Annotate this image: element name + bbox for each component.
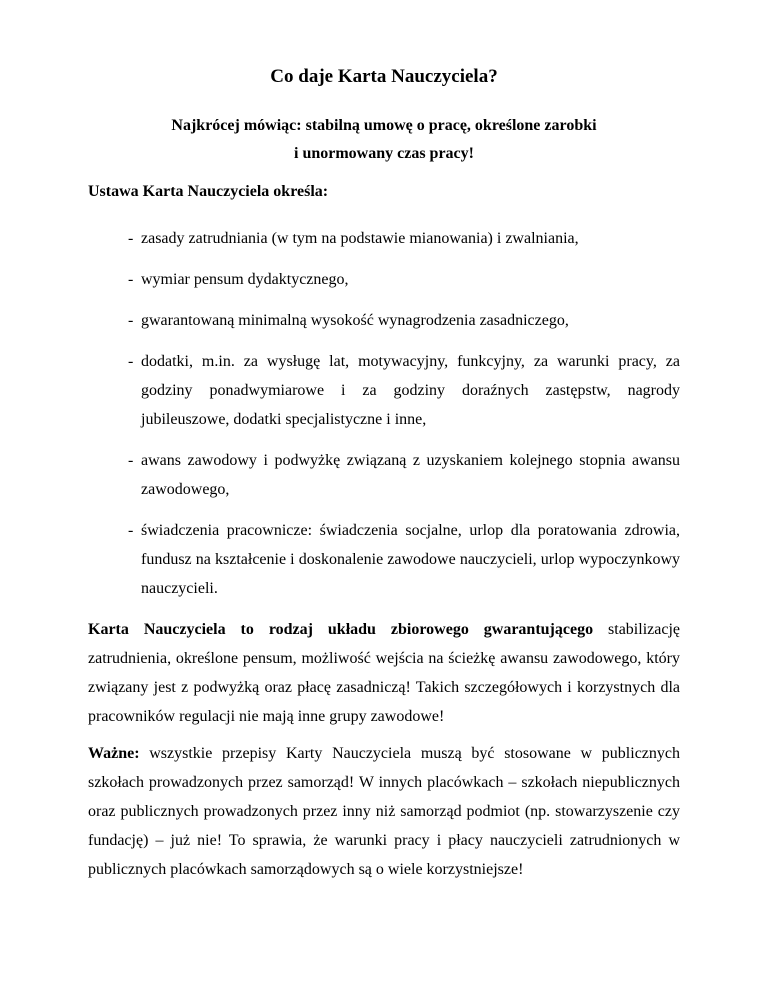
list-item: - gwarantowaną minimalną wysokość wynagrodzenia zasadniczego, (128, 306, 680, 335)
section-heading: Ustawa Karta Nauczyciela określa: (88, 183, 329, 200)
subtitle-line-2: i unormowany czas pracy! (294, 145, 474, 162)
list-item: - świadczenia pracownicze: świadczenia socjalne, urlop dla poratowania zdrowia, fundusz na kształcenie i doskonalenie zawodowe nauczycieli, urlop wypoczynkowy nauczycieli. (128, 516, 680, 603)
list-item: - awans zawodowy i podwyżkę związaną z uzyskaniem kolejnego stopnia awansu zawodowego, (128, 446, 680, 504)
provisions-list (88, 224, 680, 603)
paragraph-important (88, 739, 680, 884)
document-title: Co daje Karta Nauczyciela? (270, 66, 498, 87)
paragraph-1-bold: Karta Nauczyciela to rodzaj układu zbiorowego gwarantującego (88, 621, 594, 638)
paragraph-2-text: wszystkie przepisy Karty Nauczyciela muszą być stosowane w publicznych szkołach prowadzonych przez samorząd! W innych placówkach – szkołach niepublicznych oraz publicznych prowadzonych przez inny niż samorząd podmiot (np. stowarzyszenie czy fundację) – już nie! To sprawia, że warunki pracy i płacy nauczycieli zatrudnionych w publicznych placówkach samorządowych są o wiele korzystniejsze! (88, 745, 680, 878)
paragraph-1-text: stabilizację zatrudnienia, określone pensum, możliwość wejścia na ścieżkę awansu zawodowego, który związany jest z podwyżką oraz płacę zasadniczą! Takich szczegółowych i korzystnych dla pracowników regulacji nie mają inne grupy zawodowe! (88, 621, 680, 725)
paragraph-2-bold: Ważne: (88, 745, 140, 762)
list-item: - dodatki, m.in. za wysługę lat, motywacyjny, funkcyjny, za warunki pracy, za godziny ponadwymiarowe i za godziny doraźnych zastępstw, nagrody jubileuszowe, dodatki specjalistyczne i inne, (128, 347, 680, 434)
paragraph-collective-agreement (88, 615, 680, 731)
document-subtitle (88, 112, 680, 168)
list-item: - zasady zatrudniania (w tym na podstawie mianowania) i zwalniania, (128, 224, 680, 253)
list-item: - wymiar pensum dydaktycznego, (128, 265, 680, 294)
subtitle-line-1: Najkrócej mówiąc: stabilną umowę o pracę, określone zarobki (171, 117, 597, 134)
